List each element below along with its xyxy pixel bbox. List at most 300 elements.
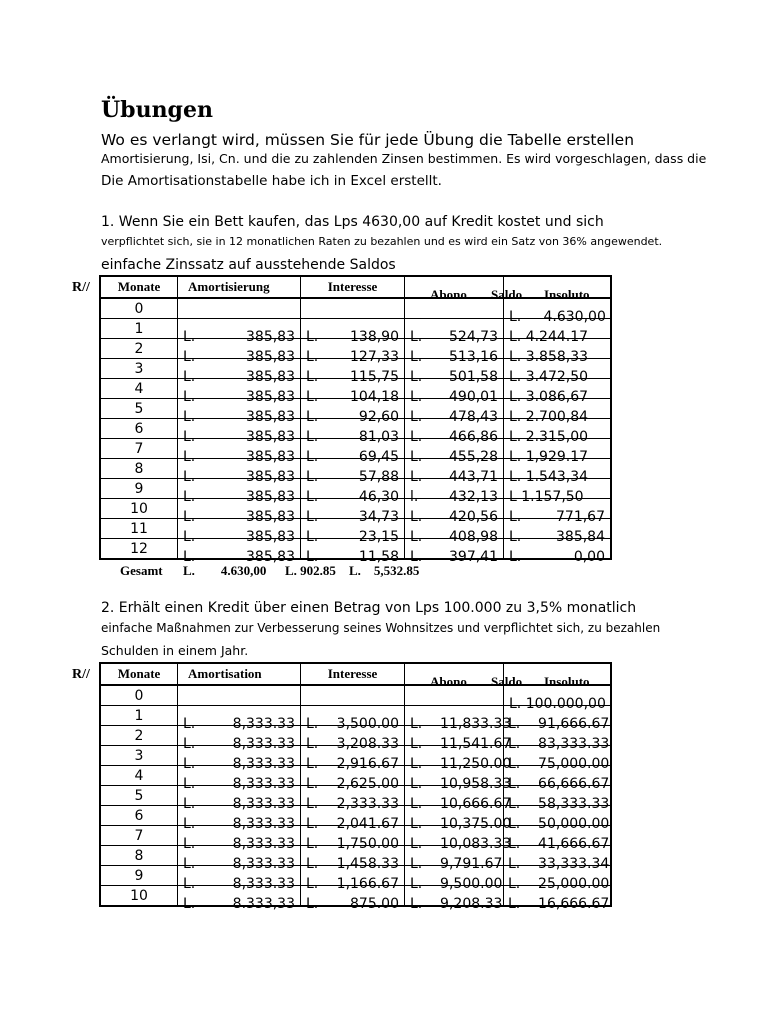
balance-cell	[504, 359, 611, 385]
amount-value: 69,45	[358, 448, 399, 465]
amount-value: 8,333.33	[232, 855, 295, 872]
interest-cell	[301, 866, 405, 892]
amount-value: 385,83	[246, 348, 295, 365]
table-row	[101, 866, 611, 886]
amount-value: 771,67	[556, 508, 605, 525]
total-interest: L. 902.85	[285, 563, 336, 578]
currency-label: L.	[183, 735, 196, 752]
header-interesse: Interesse	[301, 277, 405, 299]
amount-value: 432,13	[449, 488, 498, 505]
month-cell: 4	[101, 379, 178, 399]
currency-label: L.	[183, 388, 196, 405]
amount-value: 478,43	[449, 408, 498, 425]
currency-label: L.	[410, 348, 423, 365]
abono-cell	[405, 886, 504, 912]
abono-cell	[405, 866, 504, 892]
amount-value: 385,83	[246, 508, 295, 525]
currency-label: L.	[306, 755, 319, 772]
currency-label: L.	[410, 388, 423, 405]
amount-value: 92,60	[358, 408, 399, 425]
amount-value: 2,333.33	[336, 795, 399, 812]
currency-label: L.	[183, 348, 196, 365]
balance-value: L. 3.858,33	[509, 348, 589, 365]
currency-label: L.	[410, 448, 423, 465]
table-row	[101, 339, 611, 359]
header-saldo-label: Saldo	[491, 287, 523, 302]
balance-value: L. 3.086,67	[509, 388, 589, 405]
abono-cell	[405, 439, 504, 465]
table-row	[101, 439, 611, 459]
table-row	[101, 379, 611, 399]
table-row	[101, 519, 611, 539]
table-row	[101, 726, 611, 746]
amortization-table-2	[100, 663, 611, 912]
amount-value: 1,458.33	[336, 855, 399, 872]
currency-label: L.	[183, 408, 196, 425]
table-header-row	[101, 664, 611, 686]
table-row	[101, 539, 611, 559]
currency-label: L.	[183, 835, 196, 852]
amount-value: 524,73	[449, 328, 498, 345]
currency-label: L.	[306, 548, 319, 565]
amount-value: 8,333.33	[232, 755, 295, 772]
amortization-cell	[178, 539, 301, 565]
abono-cell	[405, 726, 512, 752]
amount-value: 81,03	[358, 428, 399, 445]
amortization-cell	[178, 439, 301, 465]
answer-label-1: R//	[72, 280, 90, 295]
interest-cell	[301, 685, 405, 706]
abono-value: L. 10,666.67	[410, 795, 512, 812]
currency-label: L.	[183, 815, 196, 832]
balance-cell	[504, 379, 611, 405]
abono-cell	[405, 539, 504, 565]
abono-cell	[405, 706, 512, 732]
currency-label: L.	[306, 448, 319, 465]
interest-cell	[301, 479, 405, 505]
balance-value: L. 4.244.17	[509, 328, 589, 345]
month-cell: 8	[101, 846, 178, 866]
amount-value: 8,333.33	[232, 735, 295, 752]
currency-label: L.	[306, 875, 319, 892]
balance-cell	[504, 746, 611, 772]
currency-label: L.	[509, 508, 522, 525]
amount-value: 127,33	[350, 348, 399, 365]
abono-cell	[405, 379, 504, 405]
currency-label: L.	[183, 548, 196, 565]
currency-label: L.	[306, 388, 319, 405]
interest-cell	[301, 766, 405, 792]
balance-cell	[504, 786, 611, 812]
abono-cell	[405, 766, 512, 792]
currency-label: L.	[410, 368, 423, 385]
balance-cell	[504, 319, 611, 345]
abono-value: L. 11,250.00	[410, 755, 512, 772]
abono-value: L. 10,958.33	[410, 775, 512, 792]
interest-cell	[301, 846, 405, 872]
currency-label: L.	[410, 408, 423, 425]
table-row	[101, 786, 611, 806]
answer-label-2: R//	[72, 667, 90, 682]
amortization-table-1	[100, 276, 611, 565]
currency-label: L.	[183, 715, 196, 732]
header-insoluto-label: Insoluto	[544, 287, 590, 302]
interest-cell	[301, 519, 405, 545]
table-row	[101, 766, 611, 786]
interest-cell	[301, 539, 405, 565]
currency-label: L.	[306, 715, 319, 732]
currency-label: L.	[306, 795, 319, 812]
header-amortisation: Amortisation	[178, 664, 301, 686]
interest-cell	[301, 359, 405, 385]
balance-cell	[504, 685, 611, 712]
currency-label: L.	[183, 795, 196, 812]
month-cell: 10	[101, 886, 178, 906]
abono-cell	[405, 339, 504, 365]
intro-line-1: Wo es verlangt wird, müssen Sie für jede Übung die Tabelle erstellen	[101, 131, 635, 149]
currency-label: l.	[410, 488, 419, 505]
interest-cell	[301, 786, 405, 812]
amortization-cell	[178, 685, 301, 706]
amount-value: 104,18	[350, 388, 399, 405]
table-row	[101, 886, 611, 906]
page-title: Übungen	[101, 97, 213, 123]
currency-label: L.	[306, 775, 319, 792]
amount-value: 8,333.33	[232, 715, 295, 732]
abono-value: L. 11,833.33	[410, 715, 512, 732]
amortization-cell	[178, 866, 301, 892]
interest-cell	[301, 726, 405, 752]
month-cell: 9	[101, 866, 178, 886]
balance-cell	[504, 419, 611, 445]
month-cell: 1	[101, 706, 178, 726]
amount-value: 57,88	[358, 468, 399, 485]
abono-cell	[405, 746, 512, 772]
interest-cell	[301, 439, 405, 465]
month-cell: 11	[101, 519, 178, 539]
table-row	[101, 459, 611, 479]
amount-value: 490,01	[449, 388, 498, 405]
interest-cell	[301, 379, 405, 405]
interest-cell	[301, 499, 405, 525]
balance-cell	[504, 339, 611, 365]
amount-value: 408,98	[449, 528, 498, 545]
balance-value: L. 1.543,34	[509, 468, 589, 485]
table-row	[101, 746, 611, 766]
currency-label: L.	[410, 508, 423, 525]
exercise2-line-1: 2. Erhält einen Kredit über einen Betrag von Lps 100.000 zu 3,5% monatlich	[101, 600, 637, 616]
balance-cell	[504, 826, 611, 852]
balance-cell	[504, 706, 611, 732]
currency-label: L.	[306, 368, 319, 385]
total-abono: L. 5,532.85	[349, 563, 420, 578]
currency-label: L.	[410, 428, 423, 445]
currency-label: L.	[306, 408, 319, 425]
amortization-cell	[178, 339, 301, 365]
month-cell: 8	[101, 459, 178, 479]
currency-label: L.	[410, 528, 423, 545]
month-cell: 0	[101, 685, 178, 706]
currency-label: L.	[306, 735, 319, 752]
currency-label: L.	[410, 468, 423, 485]
header-amortisierung: Amortisierung	[178, 277, 301, 299]
currency-label: L.	[306, 488, 319, 505]
header-insoluto-label: Insoluto	[544, 674, 590, 689]
interest-cell	[301, 419, 405, 445]
abono-cell	[405, 685, 504, 706]
amount-value: 8,333.33	[232, 835, 295, 852]
currency-label: L.	[183, 328, 196, 345]
abono-value: L. 9,791.67	[410, 855, 503, 872]
balance-value: L. 16,666.67	[508, 895, 610, 912]
currency-label: L.	[306, 835, 319, 852]
amount-value: 115,75	[350, 368, 399, 385]
currency-label: L.	[183, 775, 196, 792]
amount-value: 455,28	[449, 448, 498, 465]
table-header-row	[101, 277, 611, 299]
balance-value: L. 2.315,00	[509, 428, 589, 445]
balance-value: L. 25,000.00	[508, 875, 610, 892]
currency-label: L.	[306, 815, 319, 832]
amortization-cell	[178, 379, 301, 405]
amount-value: 23,15	[358, 528, 399, 545]
abono-cell	[405, 319, 504, 345]
abono-value: L. 9,208.33	[410, 895, 503, 912]
amortization-cell	[178, 806, 301, 832]
interest-cell	[301, 298, 405, 319]
currency-label: L.	[410, 328, 423, 345]
month-cell: 0	[101, 298, 178, 319]
amount-value: 443,71	[449, 468, 498, 485]
month-cell: 3	[101, 359, 178, 379]
balance-cell	[504, 479, 611, 505]
amortization-cell	[178, 319, 301, 345]
currency-label: L.	[306, 895, 319, 912]
header-abono-label: Abono	[430, 674, 467, 689]
amortization-cell	[178, 726, 301, 752]
amortization-cell	[178, 479, 301, 505]
balance-value: L 1.157,50	[509, 488, 584, 505]
amount-value: 2,625.00	[336, 775, 399, 792]
total-amortization: L. 4.630,00	[183, 563, 267, 578]
month-cell: 6	[101, 806, 178, 826]
abono-cell	[405, 298, 504, 319]
balance-cell	[504, 886, 611, 912]
balance-value: L. 33,333.34	[508, 855, 610, 872]
amount-value: 501,58	[449, 368, 498, 385]
abono-cell	[405, 459, 504, 485]
amortization-cell	[178, 499, 301, 525]
exercise1-line-1: 1. Wenn Sie ein Bett kaufen, das Lps 4630,00 auf Kredit kostet und sich	[101, 214, 604, 230]
table-row	[101, 706, 611, 726]
amount-value: 513,16	[449, 348, 498, 365]
amortization-cell	[178, 519, 301, 545]
balance-cell	[504, 298, 611, 325]
month-cell: 12	[101, 539, 178, 559]
balance-cell	[504, 439, 611, 465]
balance-value: L. 4.630,00	[509, 308, 606, 325]
month-cell: 5	[101, 786, 178, 806]
header-monate: Monate	[101, 664, 178, 686]
amount-value: 385,84	[556, 528, 605, 545]
currency-label: L.	[306, 468, 319, 485]
abono-cell	[405, 806, 512, 832]
amortization-cell	[178, 706, 301, 732]
header-monate: Monate	[101, 277, 178, 299]
abono-cell	[405, 826, 512, 852]
month-cell: 5	[101, 399, 178, 419]
balance-value: L. 66,666.67	[508, 775, 610, 792]
balance-value: L. 41,666.67	[508, 835, 610, 852]
month-cell: 4	[101, 766, 178, 786]
abono-cell	[405, 499, 504, 525]
amount-value: 385,83	[246, 408, 295, 425]
balance-cell	[504, 766, 611, 792]
amount-value: 8.333,33	[232, 895, 295, 912]
table-row	[101, 298, 611, 319]
currency-label: L.	[410, 548, 423, 565]
amount-value: 385,83	[246, 528, 295, 545]
abono-cell	[405, 359, 504, 385]
table-row	[101, 846, 611, 866]
exercise1-line-3: einfache Zinssatz auf ausstehende Saldos	[101, 257, 396, 273]
exercise2-line-2: einfache Maßnahmen zur Verbesserung seines Wohnsitzes und verpflichtet sich, zu bezahlen	[101, 621, 661, 635]
balance-cell	[504, 499, 611, 525]
interest-cell	[301, 339, 405, 365]
amount-value: 3,208.33	[336, 735, 399, 752]
table-row	[101, 419, 611, 439]
interest-cell	[301, 746, 405, 772]
balance-cell	[504, 726, 611, 752]
amount-value: 397,41	[449, 548, 498, 565]
amount-value: 385,83	[246, 328, 295, 345]
amortization-cell	[178, 826, 301, 852]
currency-label: L.	[509, 528, 522, 545]
amortization-cell	[178, 746, 301, 772]
header-abono	[405, 277, 523, 302]
abono-value: L. 10,375.00	[410, 815, 512, 832]
amortization-cell	[178, 886, 301, 912]
currency-label: L.	[183, 488, 196, 505]
table-row	[101, 359, 611, 379]
interest-cell	[301, 706, 405, 732]
amortization-cell	[178, 846, 301, 872]
amount-value: 2,916.67	[336, 755, 399, 772]
total-label: Gesamt	[120, 563, 163, 578]
abono-value: L. 11,541.67	[410, 735, 512, 752]
balance-cell	[504, 539, 611, 565]
amortization-cell	[178, 359, 301, 385]
amount-value: 34,73	[358, 508, 399, 525]
amount-value: 420,56	[449, 508, 498, 525]
month-cell: 2	[101, 726, 178, 746]
currency-label: L.	[183, 508, 196, 525]
table-row	[101, 319, 611, 339]
interest-cell	[301, 826, 405, 852]
balance-cell	[504, 806, 611, 832]
amount-value: 46,30	[358, 488, 399, 505]
balance-value: L. 3.472,50	[509, 368, 589, 385]
amount-value: 1,166.67	[336, 875, 399, 892]
amount-value: 385,83	[246, 548, 295, 565]
currency-label: L.	[306, 508, 319, 525]
abono-cell	[405, 419, 504, 445]
interest-cell	[301, 399, 405, 425]
balance-value: L. 2.700,84	[509, 408, 589, 425]
amount-value: 385,83	[246, 368, 295, 385]
exercise1-line-2: verpflichtet sich, sie in 12 monatlichen Raten zu bezahlen und es wird ein Satz von 36% angewendet.	[101, 235, 663, 248]
month-cell: 7	[101, 826, 178, 846]
amortization-cell	[178, 399, 301, 425]
balance-value: L. 100.000,00	[509, 695, 606, 712]
amount-value: 2,041.67	[336, 815, 399, 832]
balance-cell	[504, 846, 611, 872]
balance-value: L. 75,000.00	[508, 755, 610, 772]
amount-value: 138,90	[350, 328, 399, 345]
amount-value: 875.00	[350, 895, 399, 912]
currency-label: L.	[306, 855, 319, 872]
amount-value: 385,83	[246, 448, 295, 465]
currency-label: L.	[306, 528, 319, 545]
amount-value: 466,86	[449, 428, 498, 445]
header-saldo-label: Saldo	[491, 674, 523, 689]
amortization-cell	[178, 786, 301, 812]
amount-value: 1,750.00	[336, 835, 399, 852]
interest-cell	[301, 459, 405, 485]
interest-cell	[301, 806, 405, 832]
currency-label: L.	[183, 895, 196, 912]
abono-cell	[405, 846, 504, 872]
currency-label: L.	[183, 875, 196, 892]
interest-cell	[301, 319, 405, 345]
currency-label: L.	[183, 368, 196, 385]
month-cell: 2	[101, 339, 178, 359]
currency-label: L.	[509, 548, 522, 565]
balance-value: L. 50,000.00	[508, 815, 610, 832]
abono-value: L. 9,500.00	[410, 875, 503, 892]
currency-label: L.	[306, 328, 319, 345]
header-abono-label: Abono	[430, 287, 467, 302]
abono-cell	[405, 519, 504, 545]
intro-line-3: Die Amortisationstabelle habe ich in Excel erstellt.	[101, 173, 442, 189]
currency-label: L.	[183, 428, 196, 445]
amount-value: 385,83	[246, 388, 295, 405]
intro-line-2: Amortisierung, Isi, Cn. und die zu zahlenden Zinsen bestimmen. Es wird vorgeschlagen, dass die	[101, 151, 707, 166]
balance-value: L. 91,666.67	[508, 715, 610, 732]
abono-value: L. 10,083.33	[410, 835, 512, 852]
currency-label: L.	[306, 348, 319, 365]
interest-cell	[301, 886, 405, 912]
amount-value: 8,333.33	[232, 775, 295, 792]
abono-cell	[405, 786, 512, 812]
amortization-cell	[178, 419, 301, 445]
amortization-cell	[178, 298, 301, 319]
amount-value: 385,83	[246, 428, 295, 445]
table-row	[101, 399, 611, 419]
amount-value: 11,58	[358, 548, 399, 565]
amount-value: 385,83	[246, 468, 295, 485]
table-row	[101, 806, 611, 826]
currency-label: L.	[183, 855, 196, 872]
header-interesse: Interesse	[301, 664, 405, 686]
balance-cell	[504, 519, 611, 545]
currency-label: L.	[183, 755, 196, 772]
balance-value: L. 83,333.33	[508, 735, 610, 752]
month-cell: 1	[101, 319, 178, 339]
balance-cell	[504, 866, 611, 892]
table-row	[101, 685, 611, 706]
month-cell: 9	[101, 479, 178, 499]
